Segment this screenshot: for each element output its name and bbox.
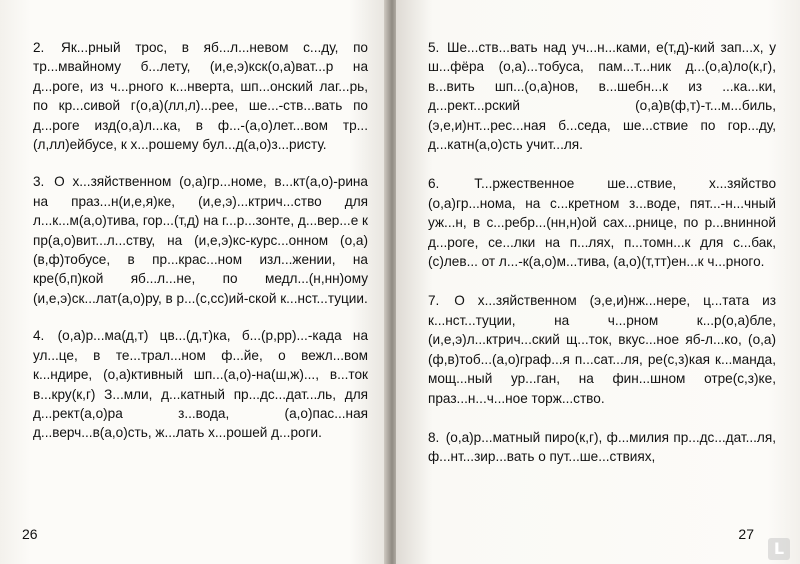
exercise-5 bbox=[428, 38, 776, 154]
exercise-text: (о,а)р...матный пиро(к,г), ф...милия пр...дс...дат...ля, ф...нт...зир...вать о пут...ше...ствиях, bbox=[428, 429, 776, 465]
left-page bbox=[0, 0, 388, 564]
exercise-number: 5. bbox=[428, 40, 440, 55]
exercise-text: О х...зяйственном (э,е,и)нж...нере, ц...тата из к...нст...туции, на ч...рном к...р(о,а)бле, (и,е,э)л...ктрич...ский щ...ток, вкус...ное яб-л...ко, (о,а)(ф,в)тоб...(а,о)граф...я п...сат...ля, ре(с,з)кая к...манда, мощ...ный ур...ган, на фин...шном отре(с,з)ке, праз...н...ч...ное торж...ство. bbox=[428, 293, 776, 406]
exercise-text: (о,а)р...ма(д,т) цв...(д,т)ка, б...(р,рр)...-када на ул...це, в те...трал...ном ф...йе, о вежл...вом к...ндире, (о,а)ктивный шп...(а,о)-на(ш,ж)..., в...ток в...кру(к,г) З...мли, д...катный пр...дс...дат...ль, для д...рект(а,о)ра з...вода, (а,о)пас...ная д...верч...в(а,о)сть, ж...лать х...рошей д...роги. bbox=[33, 328, 369, 441]
right-page bbox=[396, 0, 800, 564]
exercise-text: О х...зяйственном (о,а)гр...номе, в...кт(а,о)-рина на праз...н(и,е,я)ке, (и,е,э)...ктрич...ство для л...к...м(а,о)тива, гор...(т,д) на г...р...зонте, д...вер...е к пр(а,о)вит...л...ству, на (и,е,э)кс-курс...онном (о,а)(в,ф)тобусе, в пр...крас...ном изл...жении, на кре(б,п)кой яб...л...не, по медл...(н,нн)ому (и,е,э)ск...лат(а,о)ру, в р...(с,сс)ий-ской к...нст...туции. bbox=[33, 174, 368, 306]
exercise-text: Ше...ств...вать над уч...н...ками, е(т,д)-кий зап...х, у ш...фёра (о,а)...тобуса, пам...т...ник д...(о,а)ло(к,г), в...вить шп...(о,а)нов, в...шебн...к из ...ка...ки, д...рект...рский (о,а)в(ф,т)-т...м...биль, (э,е,и)нт...рес...ная б...седа, ше...ствие по гор...ду, д...катн(а,о)сть учит...ля. bbox=[428, 40, 777, 153]
exercise-4 bbox=[33, 326, 368, 442]
exercise-8 bbox=[428, 428, 776, 467]
exercise-number: 6. bbox=[428, 176, 440, 192]
exercise-7 bbox=[428, 291, 776, 407]
exercise-number: 8. bbox=[428, 429, 440, 445]
exercise-text: Т...ржественное ше...ствие, х...зяйство (о,а)гр...нома, на с...кретном з...воде, пят...-н...чный уж...н, в с...ребр...(нн,н)ой сах...рнице, по р...внинной д...роге, се...лки на п...лях, п...томн...к для с...бак, (с)лев... от л...-к(а,о)м...тива, (а,о)(т,тт)ен...к ч...рного. bbox=[428, 176, 777, 270]
exercise-number: 7. bbox=[428, 293, 440, 309]
exercise-6 bbox=[428, 174, 776, 271]
exercise-number: 4. bbox=[33, 328, 45, 344]
page-number-left: 26 bbox=[22, 526, 38, 542]
exercise-number: 3. bbox=[33, 174, 45, 190]
exercise-3 bbox=[33, 172, 368, 308]
page-number-right: 27 bbox=[738, 526, 754, 542]
watermark-logo: L bbox=[768, 538, 790, 560]
exercise-number: 2. bbox=[33, 40, 45, 55]
exercise-2 bbox=[33, 38, 368, 154]
exercise-text: Як...рный трос, в яб...л...невом с...ду, по тр...мвайному б...лету, (и,е,э)кск(о,а)ват...р на д...роге, из ч...рного к...нверта, шп...онский лаг...рь, по кр...сивой г(о,а)(лл,л)...рее, ше...-ств...вать по д...роге изд(о,а)л...ка, в ф...-(а,о)лет...вом тр...(л,лл)ейбусе, к х...рошему бул...д(а,о)з...ристу. bbox=[33, 40, 368, 153]
